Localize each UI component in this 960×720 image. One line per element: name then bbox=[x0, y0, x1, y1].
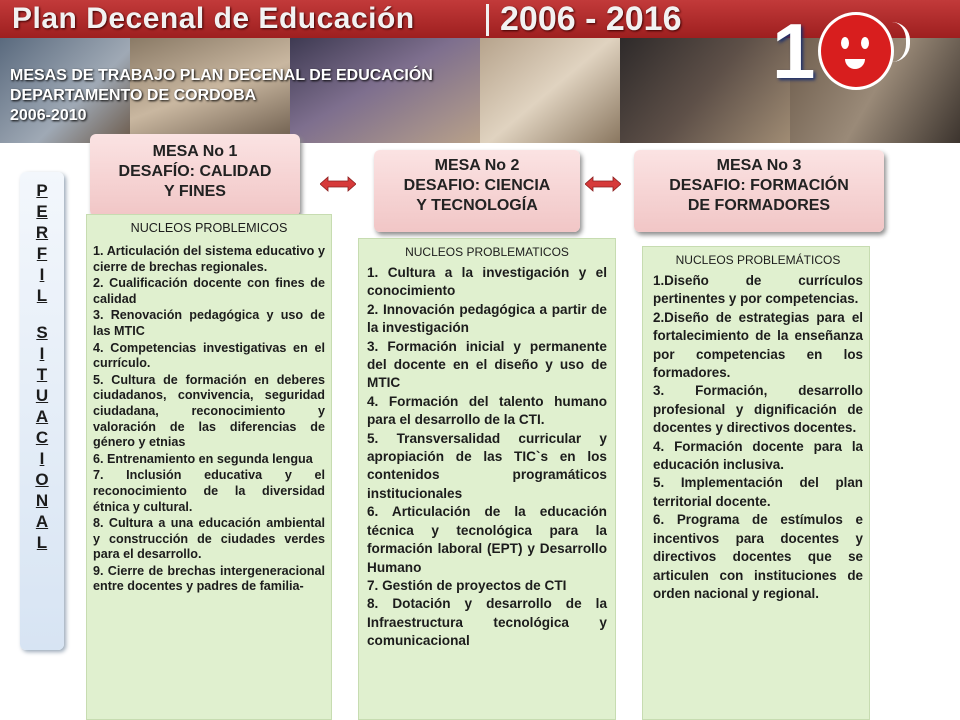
nucleos-title: NUCLEOS PROBLEMICOS bbox=[130, 221, 288, 235]
situacional-letter: N bbox=[35, 491, 49, 510]
header-text bbox=[10, 66, 433, 126]
header-line-1: MESAS DE TRABAJO PLAN DECENAL DE EDUCACIÓN bbox=[10, 67, 433, 84]
nucleo-item: 2.Diseño de estrategias para el fortalecimiento de la enseñanza por competencias en los formadores. bbox=[653, 309, 863, 381]
mesa-2-nucleos-panel bbox=[358, 238, 616, 720]
perfil-letter: R bbox=[35, 223, 49, 242]
nucleo-item: 4. Competencias investigativas en el currículo. bbox=[93, 340, 325, 371]
situacional-letter: S bbox=[36, 323, 48, 342]
logo-mouth bbox=[845, 59, 865, 69]
situacional-letter: O bbox=[35, 470, 49, 489]
banner-years: 2006 - 2016 bbox=[500, 0, 682, 38]
logo-eye bbox=[861, 37, 869, 49]
situacional-letter: A bbox=[35, 407, 49, 426]
mesa-3-nucleos-panel bbox=[642, 246, 870, 720]
nucleo-item: 8. Cultura a una educación ambiental y construcción de ciudades verdes para el desarrollo. bbox=[93, 516, 325, 562]
mesa-title: MESA No 1 bbox=[152, 143, 238, 160]
nucleo-item: 8. Dotación y desarrollo de la Infraestructura tecnológica y comunicacional bbox=[367, 596, 607, 649]
nucleo-item: 2. Cualificación docente con fines de calidad bbox=[93, 276, 325, 306]
nucleo-item: 6. Programa de estímulos e incentivos para docentes y directivos docentes que se articulen con instituciones de orden nacional y regional. bbox=[653, 512, 863, 601]
mesa-1-nucleos-panel bbox=[86, 214, 332, 720]
header-line-3: 2006-2010 bbox=[10, 107, 87, 124]
mesa-subtitle-line: Y TECNOLOGÍA bbox=[416, 197, 538, 214]
situacional-letter: C bbox=[35, 428, 49, 447]
nucleo-item: 1. Articulación del sistema educativo y cierre de brechas regionales. bbox=[93, 244, 325, 274]
situacional-letter: U bbox=[35, 386, 49, 405]
logo-ten-one: 1 bbox=[772, 7, 816, 95]
perfil-letter: E bbox=[36, 202, 48, 221]
perfil-letter: I bbox=[39, 265, 45, 284]
mesa-title: MESA No 2 bbox=[434, 157, 520, 174]
header-line-2: DEPARTAMENTO DE CORDOBA bbox=[10, 87, 257, 104]
nucleo-item: 7. Gestión de proyectos de CTI bbox=[367, 577, 567, 593]
perfil-situacional-box bbox=[20, 172, 64, 650]
logo-eye bbox=[841, 37, 849, 49]
nucleo-item: 6. Entrenamiento en segunda lengua bbox=[93, 451, 313, 466]
nucleo-item: 2. Innovación pedagógica a partir de la investigación bbox=[367, 301, 607, 336]
nucleo-item: 6. Articulación de la educación técnica y tecnológica para la formación laboral (EPT) y Desarrollo Humano bbox=[367, 504, 607, 575]
perfil-letter: F bbox=[36, 244, 48, 263]
situacional-letter: L bbox=[36, 533, 48, 552]
perfil-gap bbox=[20, 306, 64, 322]
mesa-subtitle-line: DESAFÍO: CALIDAD bbox=[118, 163, 272, 180]
banner bbox=[0, 0, 960, 143]
mesa-title: MESA No 3 bbox=[716, 157, 802, 174]
double-arrow-icon bbox=[320, 176, 356, 192]
nucleos-title: NUCLEOS PROBLEMATICOS bbox=[405, 245, 569, 259]
logo-face-icon bbox=[818, 12, 894, 90]
mesa-subtitle-line: DESAFIO: CIENCIA bbox=[403, 177, 551, 194]
nucleo-item: 5. Cultura de formación en deberes ciudadanos, convivencia, seguridad ciudadana, reconocimiento y valoración de las diferencias de género y etnias bbox=[93, 372, 325, 450]
nucleo-item: 3. Renovación pedagógica y uso de las MTIC bbox=[93, 308, 325, 338]
banner-separator bbox=[486, 4, 489, 36]
mesa-1-header bbox=[90, 134, 300, 216]
banner-photo bbox=[620, 38, 790, 143]
perfil-letter: L bbox=[36, 286, 48, 305]
nucleo-item: 7. Inclusión educativa y el reconocimiento de la diversidad étnica y cultural. bbox=[93, 468, 325, 514]
banner-photo bbox=[480, 38, 620, 143]
mesa-subtitle-line: DESAFIO: FORMACIÓN bbox=[669, 177, 849, 194]
situacional-letter: I bbox=[39, 449, 45, 468]
situacional-letter: T bbox=[36, 365, 48, 384]
nucleo-item: 5. Transversalidad curricular y apropiación de las TIC`s en los contenidos programáticos institucionales bbox=[367, 430, 607, 501]
mesa-subtitle-line: DE FORMADORES bbox=[687, 197, 831, 214]
perfil-letter: P bbox=[36, 181, 48, 200]
nucleo-item: 4. Formación del talento humano para el desarrollo de la CTI. bbox=[367, 393, 607, 428]
nucleos-title: NUCLEOS PROBLEMÁTICOS bbox=[675, 253, 841, 267]
double-arrow-icon bbox=[585, 176, 621, 192]
situacional-letter: A bbox=[35, 512, 49, 531]
nucleo-item: 1.Diseño de currículos pertinentes y por competencias. bbox=[653, 273, 863, 307]
nucleo-item: 5. Implementación del plan territorial docente. bbox=[653, 475, 863, 509]
nucleo-item: 9. Cierre de brechas intergeneracional entre docentes y padres de familia- bbox=[93, 563, 325, 594]
mesa-3-header bbox=[634, 150, 884, 232]
mesa-2-header bbox=[374, 150, 580, 232]
nucleo-item: 3. Formación, desarrollo profesional y dignificación de docentes y directivos docentes. bbox=[653, 383, 863, 436]
nucleo-item: 3. Formación inicial y permanente del docente en el diseño y uso de MTIC bbox=[367, 338, 607, 391]
situacional-letter: I bbox=[39, 344, 45, 363]
nucleo-item: 1. Cultura a la investigación y el conocimiento bbox=[367, 265, 607, 299]
mesa-subtitle-line: Y FINES bbox=[164, 183, 226, 200]
banner-title: Plan Decenal de Educación bbox=[12, 2, 415, 35]
nucleo-item: 4. Formación docente para la educación inclusiva. bbox=[653, 438, 863, 473]
